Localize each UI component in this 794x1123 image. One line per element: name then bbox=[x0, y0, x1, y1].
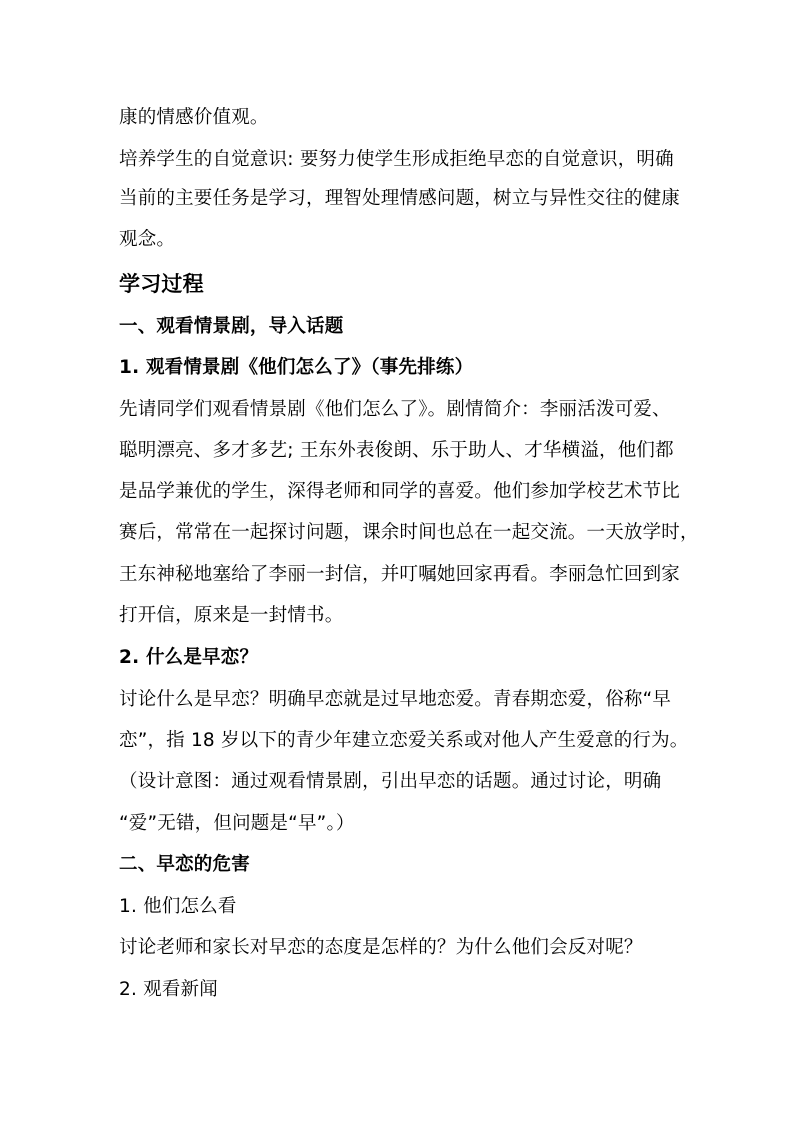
design-note-line: （设计意图：通过观看情景剧，引出早恋的话题。通过讨论，明确 bbox=[119, 771, 662, 792]
numbered-heading: 1. 观看情景剧《他们怎么了》（事先排练） bbox=[119, 357, 474, 378]
subsection-heading: 二、早恋的危害 bbox=[119, 854, 250, 875]
paragraph-line: 恋”，指 18 岁以下的青少年建立恋爱关系或对他人产生爱意的行为。 bbox=[119, 730, 689, 751]
paragraph-line: 是品学兼优的学生，深得老师和同学的喜爱。他们参加学校艺术节比 bbox=[119, 481, 681, 502]
list-item: 1. 他们怎么看 bbox=[119, 896, 237, 917]
paragraph-line: 培养学生的自觉意识: 要努力使学生形成拒绝早恋的自觉意识，明确 bbox=[119, 149, 674, 170]
subsection-heading: 一、观看情景剧，导入话题 bbox=[119, 316, 344, 337]
paragraph-line: 先请同学们观看情景剧《他们怎么了》。剧情简介：李丽活泼可爱、 bbox=[119, 399, 671, 420]
paragraph-line: 观念。 bbox=[119, 229, 176, 250]
paragraph-line: 讨论老师和家长对早恋的态度是怎样的？为什么他们会反对呢？ bbox=[119, 937, 643, 958]
paragraph-line: 聪明漂亮、多才多艺; 王东外表俊朗、乐于助人、才华横溢，他们都 bbox=[119, 440, 674, 461]
paragraph-line: 讨论什么是早恋？明确早恋就是过早地恋爱。青春期恋爱，俗称“早 bbox=[119, 689, 672, 710]
paragraph-line: 王东神秘地塞给了李丽一封信，并叮嘱她回家再看。李丽急忙回到家 bbox=[119, 564, 681, 585]
paragraph-line: 赛后，常常在一起探讨问题，课余时间也总在一起交流。一天放学时， bbox=[119, 522, 699, 543]
list-item: 2. 观看新闻 bbox=[119, 979, 218, 1000]
numbered-heading: 2. 什么是早恋？ bbox=[119, 647, 259, 668]
paragraph-line: 康的情感价值观。 bbox=[119, 107, 269, 128]
paragraph-line: 当前的主要任务是学习，理智处理情感问题，树立与异性交往的健康 bbox=[119, 188, 681, 209]
paragraph-line: 打开信，原来是一封情书。 bbox=[119, 605, 344, 626]
section-heading: 学习过程 bbox=[119, 272, 204, 296]
design-note-line: “爱”无错，但问题是“早”。） bbox=[119, 813, 355, 834]
